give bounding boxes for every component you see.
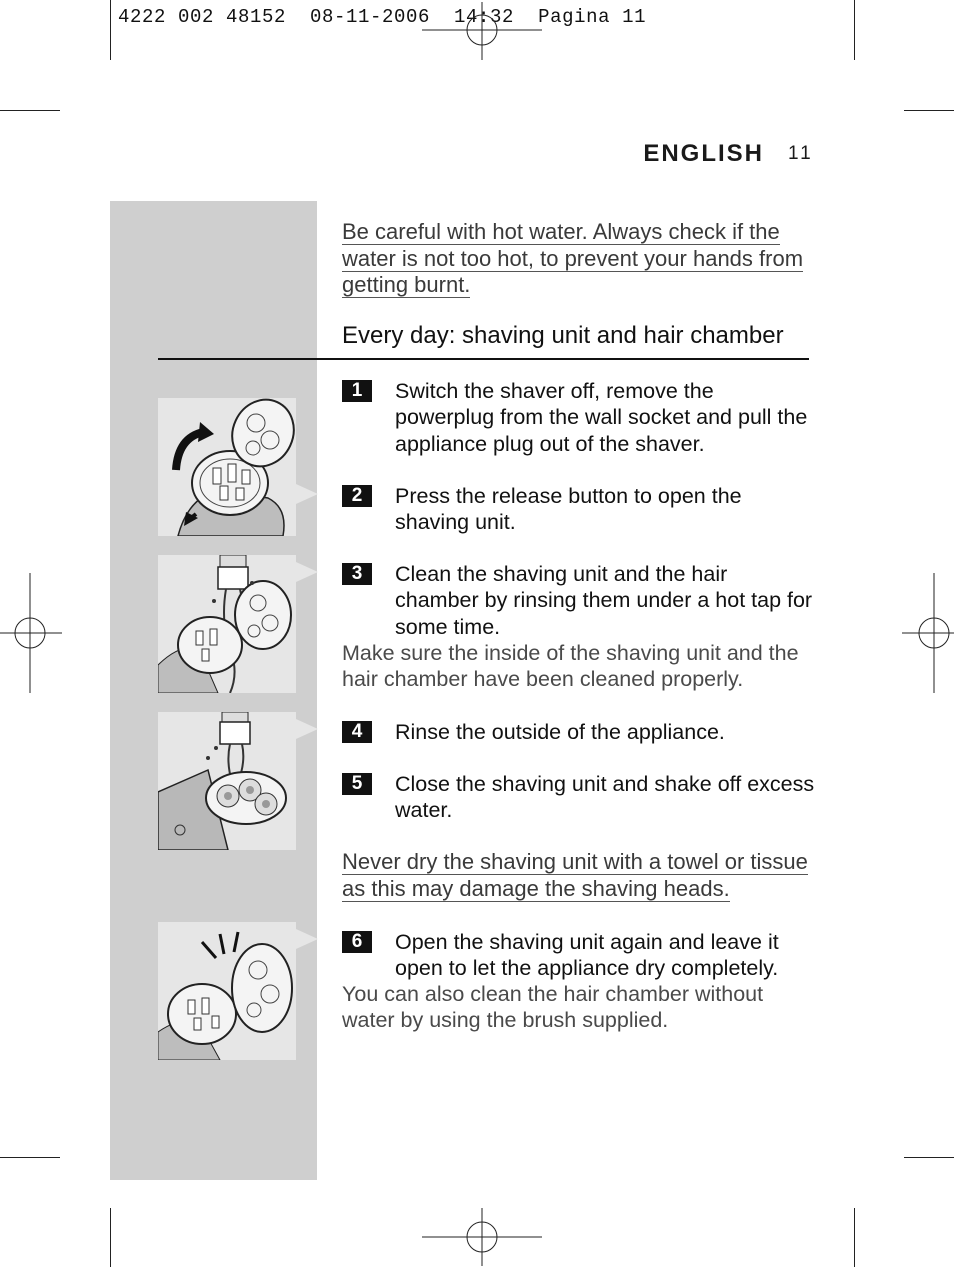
step-number-badge: 3 (342, 563, 372, 585)
step-number-badge: 1 (342, 380, 372, 402)
shaver-rinse-unit-icon (158, 555, 296, 693)
step-text: Clean the shaving unit and the hair chamber by rinsing them under a hot tap for some time. (395, 562, 813, 639)
shaver-rinse-outside-icon (158, 712, 296, 850)
warning-line: water is not too hot, to prevent your hands from (342, 245, 804, 271)
warning-line: Be careful with hot water. Always check if the (342, 219, 780, 244)
crop-mark (904, 1157, 954, 1158)
section-heading: Every day: shaving unit and hair chamber (342, 322, 784, 349)
towel-warning (342, 849, 808, 902)
step-text: Open the shaving unit again and leave it open to let the appliance dry completely. (395, 930, 779, 981)
panel-pointer (296, 929, 318, 949)
step-3-note: Make sure the inside of the shaving unit and the hair chamber have been cleaned properly. (342, 641, 799, 692)
illustration-panel (158, 712, 296, 850)
crop-mark (0, 1157, 60, 1158)
panel-pointer (296, 484, 318, 504)
registration-mark-icon (902, 573, 954, 693)
panel-pointer (296, 719, 318, 739)
warning-line: as this may damage the shaving heads. (342, 875, 730, 901)
print-slug: 4222 002 48152 08-11-2006 14:32 Pagina 11 (118, 6, 647, 28)
step-6-note: You can also clean the hair chamber without water by using the brush supplied. (342, 982, 764, 1033)
step-number-badge: 2 (342, 485, 372, 507)
registration-mark-icon (422, 1208, 542, 1266)
hot-water-warning (342, 219, 803, 299)
page-number: 11 (788, 143, 814, 164)
illustration-panel (158, 555, 296, 693)
step-number-badge: 5 (342, 773, 372, 795)
warning-line: getting burnt. (342, 272, 471, 297)
crop-mark (0, 110, 60, 111)
step-text: Rinse the outside of the appliance. (395, 720, 725, 744)
shaver-open-release-icon (158, 398, 296, 536)
language-heading: ENGLISH (643, 140, 764, 167)
step-number-badge: 6 (342, 931, 372, 953)
step-text: Close the shaving unit and shake off excess water. (395, 772, 815, 823)
registration-mark-icon (422, 2, 542, 62)
step-text: Press the release button to open the shaving unit. (395, 484, 742, 535)
illustration-panel (158, 922, 296, 1060)
shaver-dry-open-icon (158, 922, 296, 1060)
illustration-panel (158, 398, 296, 536)
registration-mark-icon (0, 573, 62, 693)
crop-mark (110, 0, 111, 60)
crop-mark (854, 1208, 855, 1267)
step-text: Switch the shaver off, remove the powerplug from the wall socket and pull the appliance plug out of the shaver. (395, 379, 808, 456)
panel-pointer (296, 562, 318, 582)
crop-mark (110, 1208, 111, 1267)
step-number-badge: 4 (342, 721, 372, 743)
crop-mark (904, 110, 954, 111)
section-divider (158, 358, 809, 360)
warning-line: Never dry the shaving unit with a towel or tissue (342, 849, 808, 874)
crop-mark (854, 0, 855, 60)
